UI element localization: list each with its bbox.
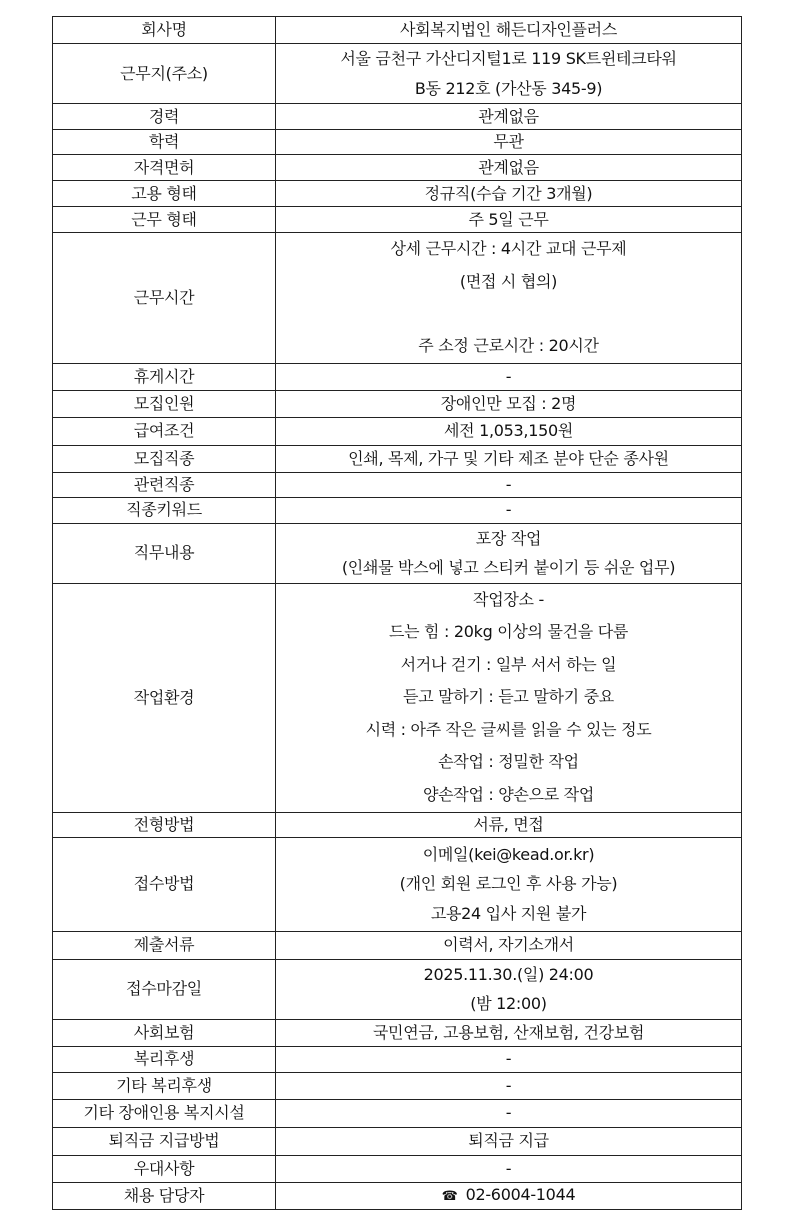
value-preferences: - bbox=[276, 1155, 742, 1182]
value-break-time: - bbox=[276, 363, 742, 390]
row-salary bbox=[53, 417, 742, 445]
value-job-description bbox=[276, 523, 742, 583]
label-required-documents: 제출서류 bbox=[53, 931, 276, 959]
application-restriction: 고용24 입사 지원 불가 bbox=[430, 903, 587, 923]
deadline-note: (밤 12:00) bbox=[470, 994, 547, 1013]
value-application-method bbox=[276, 837, 742, 931]
label-experience: 경력 bbox=[53, 104, 276, 130]
value-working-hours bbox=[276, 233, 742, 364]
env-line-7: 양손작업 : 양손으로 작업 bbox=[422, 784, 594, 804]
job-posting-table bbox=[52, 16, 742, 1210]
row-job-description bbox=[53, 523, 742, 583]
row-disability-facilities bbox=[53, 1099, 742, 1127]
label-application-method: 접수방법 bbox=[53, 837, 276, 931]
row-break-time bbox=[53, 363, 742, 390]
row-company-name bbox=[53, 17, 742, 44]
label-preferences: 우대사항 bbox=[53, 1155, 276, 1182]
value-headcount: 장애인만 모집 : 2명 bbox=[276, 390, 742, 417]
recruiter-phone: 02-6004-1044 bbox=[465, 1184, 576, 1204]
row-welfare bbox=[53, 1046, 742, 1072]
env-line-1: 작업장소 - bbox=[473, 589, 544, 609]
row-selection-method bbox=[53, 812, 742, 837]
label-break-time: 휴게시간 bbox=[53, 363, 276, 390]
label-salary: 급여조건 bbox=[53, 417, 276, 445]
label-recruiter-contact: 채용 담당자 bbox=[53, 1182, 276, 1209]
application-email: 이메일(kei@kead.or.kr) bbox=[422, 844, 595, 864]
row-experience bbox=[53, 104, 742, 130]
row-workplace-address bbox=[53, 44, 742, 104]
value-disability-facilities: - bbox=[276, 1099, 742, 1127]
label-deadline: 접수마감일 bbox=[53, 959, 276, 1019]
working-hours-detail: 상세 근무시간 : 4시간 교대 근무제 bbox=[390, 239, 627, 258]
deadline-date: 2025.11.30.(일) 24:00 bbox=[423, 964, 594, 984]
label-job-description: 직무내용 bbox=[53, 523, 276, 583]
value-selection-method: 서류, 면접 bbox=[276, 812, 742, 837]
row-working-hours bbox=[53, 233, 742, 364]
row-education bbox=[53, 130, 742, 155]
address-line-1: 서울 금천구 가산디지털1로 119 SK트윈테크타워 bbox=[340, 49, 677, 68]
value-required-documents: 이력서, 자기소개서 bbox=[276, 931, 742, 959]
value-education: 무관 bbox=[276, 130, 742, 155]
value-related-category: - bbox=[276, 472, 742, 497]
label-headcount: 모집인원 bbox=[53, 390, 276, 417]
row-job-category bbox=[53, 445, 742, 472]
job-description-line-1: 포장 작업 bbox=[475, 528, 542, 548]
phone-icon: ☎ bbox=[441, 1188, 458, 1204]
env-line-4: 듣고 말하기 : 듣고 말하기 중요 bbox=[403, 687, 614, 707]
row-severance-pay bbox=[53, 1127, 742, 1155]
row-work-environment bbox=[53, 583, 742, 812]
env-line-6: 손작업 : 정밀한 작업 bbox=[438, 752, 579, 772]
row-required-documents bbox=[53, 931, 742, 959]
value-welfare: - bbox=[276, 1046, 742, 1072]
row-other-welfare bbox=[53, 1072, 742, 1099]
working-hours-note: (면접 시 협의) bbox=[459, 271, 558, 291]
value-recruiter-contact bbox=[276, 1182, 742, 1209]
label-education: 학력 bbox=[53, 130, 276, 155]
row-recruiter-contact bbox=[53, 1182, 742, 1209]
label-working-hours: 근무시간 bbox=[53, 233, 276, 364]
job-description-line-2: (인쇄물 박스에 넣고 스티커 붙이기 등 쉬운 업무) bbox=[341, 558, 676, 577]
row-employment-type bbox=[53, 181, 742, 207]
label-work-type: 근무 형태 bbox=[53, 207, 276, 233]
label-other-welfare: 기타 복리후생 bbox=[53, 1072, 276, 1099]
row-application-method bbox=[53, 837, 742, 931]
value-severance-pay: 퇴직금 지급 bbox=[276, 1127, 742, 1155]
env-line-5: 시력 : 아주 작은 글씨를 읽을 수 있는 정도 bbox=[365, 719, 652, 739]
label-employment-type: 고용 형태 bbox=[53, 181, 276, 207]
row-work-type bbox=[53, 207, 742, 233]
address-line-2: B동 212호 (가산동 345-9) bbox=[414, 78, 603, 98]
label-company-name: 회사명 bbox=[53, 17, 276, 44]
label-job-keyword: 직종키워드 bbox=[53, 497, 276, 523]
value-company-name: 사회복지법인 해든디자인플러스 bbox=[276, 17, 742, 44]
value-work-type: 주 5일 근무 bbox=[276, 207, 742, 233]
row-headcount bbox=[53, 390, 742, 417]
label-license: 자격면허 bbox=[53, 155, 276, 181]
label-job-category: 모집직종 bbox=[53, 445, 276, 472]
label-selection-method: 전형방법 bbox=[53, 812, 276, 837]
row-job-keyword bbox=[53, 497, 742, 523]
value-job-category: 인쇄, 목제, 가구 및 기타 제조 분야 단순 종사원 bbox=[276, 445, 742, 472]
value-employment-type: 정규직(수습 기간 3개월) bbox=[276, 181, 742, 207]
label-related-category: 관련직종 bbox=[53, 472, 276, 497]
label-workplace-address: 근무지(주소) bbox=[53, 44, 276, 104]
env-line-3: 서거나 걷기 : 일부 서서 하는 일 bbox=[400, 654, 617, 674]
row-social-insurance bbox=[53, 1019, 742, 1046]
value-social-insurance: 국민연금, 고용보험, 산재보험, 건강보험 bbox=[276, 1019, 742, 1046]
env-line-2: 드는 힘 : 20kg 이상의 물건을 다룸 bbox=[388, 622, 629, 642]
row-preferences bbox=[53, 1155, 742, 1182]
label-social-insurance: 사회보험 bbox=[53, 1019, 276, 1046]
value-experience: 관계없음 bbox=[276, 104, 742, 130]
value-other-welfare: - bbox=[276, 1072, 742, 1099]
value-work-environment bbox=[276, 583, 742, 812]
label-work-environment: 작업환경 bbox=[53, 583, 276, 812]
label-welfare: 복리후생 bbox=[53, 1046, 276, 1072]
row-license bbox=[53, 155, 742, 181]
weekly-hours: 주 소정 근로시간 : 20시간 bbox=[418, 336, 599, 355]
value-deadline bbox=[276, 959, 742, 1019]
row-deadline bbox=[53, 959, 742, 1019]
application-note: (개인 회원 로그인 후 사용 가능) bbox=[399, 874, 618, 894]
label-disability-facilities: 기타 장애인용 복지시설 bbox=[53, 1099, 276, 1127]
row-related-category bbox=[53, 472, 742, 497]
value-salary: 세전 1,053,150원 bbox=[276, 417, 742, 445]
value-license: 관계없음 bbox=[276, 155, 742, 181]
value-workplace-address bbox=[276, 44, 742, 104]
value-job-keyword: - bbox=[276, 497, 742, 523]
label-severance-pay: 퇴직금 지급방법 bbox=[53, 1127, 276, 1155]
